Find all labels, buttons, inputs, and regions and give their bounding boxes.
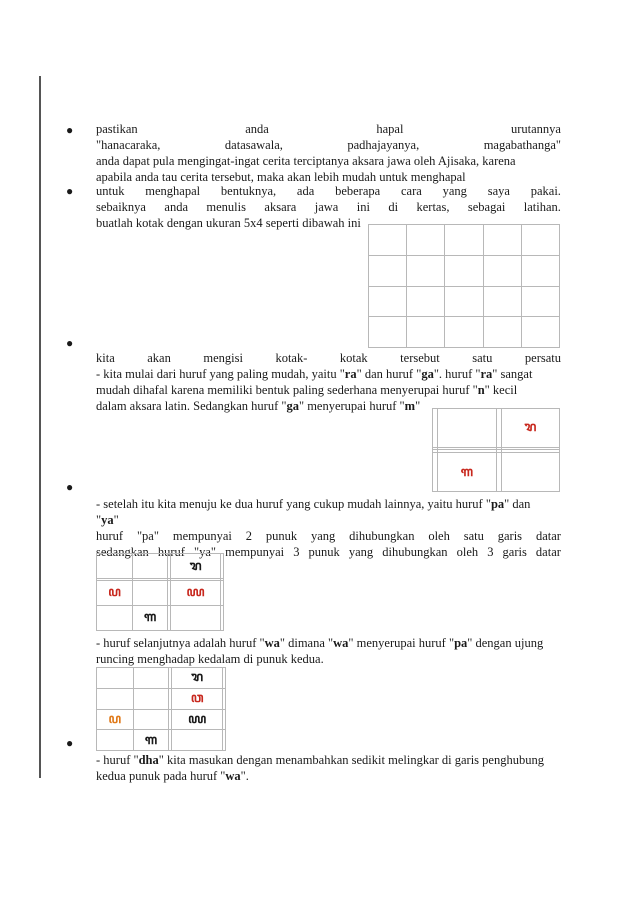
para2-line2: sebaiknya anda menulis aksara jawa ini di kertas, sebagai latihan.: [96, 200, 561, 214]
bullet: ●: [66, 336, 74, 350]
para6-line1: - huruf "dha" kita masukan dengan menambahkan sedikit melingkar di garis penghubung: [96, 753, 544, 767]
practice-grid-pa-ya: [96, 553, 224, 631]
practice-grid-wa: [96, 667, 226, 751]
para6-line2: kedua punuk pada huruf "wa".: [96, 769, 249, 783]
aksara-wa-glyph: ꦮ: [171, 688, 222, 709]
para4-line4: sedangkan huruf "ya" mempunyai 3 punuk yang dihubungkan oleh 3 garis datar: [96, 545, 561, 559]
aksara-ra-glyph: ꦫ: [170, 554, 221, 579]
bullet: ●: [66, 184, 74, 198]
para4-line3: huruf "pa" mempunyai 2 punuk yang dihubungkan oleh satu garis datar: [96, 529, 561, 543]
aksara-ga-glyph: ꦒ: [133, 605, 168, 630]
practice-grid-ra-ga: [432, 408, 560, 492]
para1-line2: "hanacaraka, datasawala, padhajayanya, magabathanga": [96, 138, 561, 152]
bullet: ●: [66, 736, 74, 750]
para1-line4: apabila anda tau cerita tersebut, maka akan lebih mudah untuk menghapal: [96, 170, 466, 184]
para4-line2: "ya": [96, 513, 119, 527]
bullet: ●: [66, 123, 74, 137]
bullet: ●: [66, 480, 74, 494]
aksara-pa-glyph: ꦥ: [97, 580, 133, 605]
para4-line1: - setelah itu kita menuju ke dua huruf yang cukup mudah lainnya, yaitu huruf "pa" dan: [96, 497, 531, 511]
practice-grid-empty: [368, 224, 560, 348]
para2-line3: buatlah kotak dengan ukuran 5x4 seperti dibawah ini: [96, 216, 361, 230]
aksara-ga-glyph: ꦒ: [437, 453, 497, 492]
para1-line1: pastikan anda hapal urutannya: [96, 122, 561, 136]
aksara-ya-glyph: ꦪ: [170, 580, 221, 605]
para3-line4: dalam aksara latin. Sedangkan huruf "ga" menyerupai huruf "m": [96, 399, 421, 413]
aksara-pa-glyph: ꦥ: [97, 709, 134, 730]
aksara-ra-glyph: ꦫ: [171, 668, 222, 689]
aksara-ra-glyph: ꦫ: [501, 409, 559, 448]
para5-line2: runcing menghadap kedalam di punuk kedua.: [96, 652, 324, 666]
aksara-ga-glyph: ꦒ: [133, 730, 169, 751]
para3-line2: - kita mulai dari huruf yang paling mudah, yaitu "ra" dan huruf "ga". huruf "ra" sangat: [96, 367, 533, 381]
para3-line1: kita akan mengisi kotak- kotak tersebut satu persatu: [96, 351, 561, 365]
para1-line3: anda dapat pula mengingat-ingat cerita terciptanya aksara jawa oleh Ajisaka, karena: [96, 154, 516, 168]
para2-line1: untuk menghapal bentuknya, ada beberapa cara yang saya pakai.: [96, 184, 561, 198]
aksara-ya-glyph: ꦪ: [171, 709, 222, 730]
margin-line: [39, 76, 41, 778]
para5-line1: - huruf selanjutnya adalah huruf "wa" dimana "wa" menyerupai huruf "pa" dengan ujung: [96, 636, 544, 650]
para3-line3: mudah dihafal karena memiliki bentuk paling sederhana menyerupai huruf "n" kecil: [96, 383, 518, 397]
